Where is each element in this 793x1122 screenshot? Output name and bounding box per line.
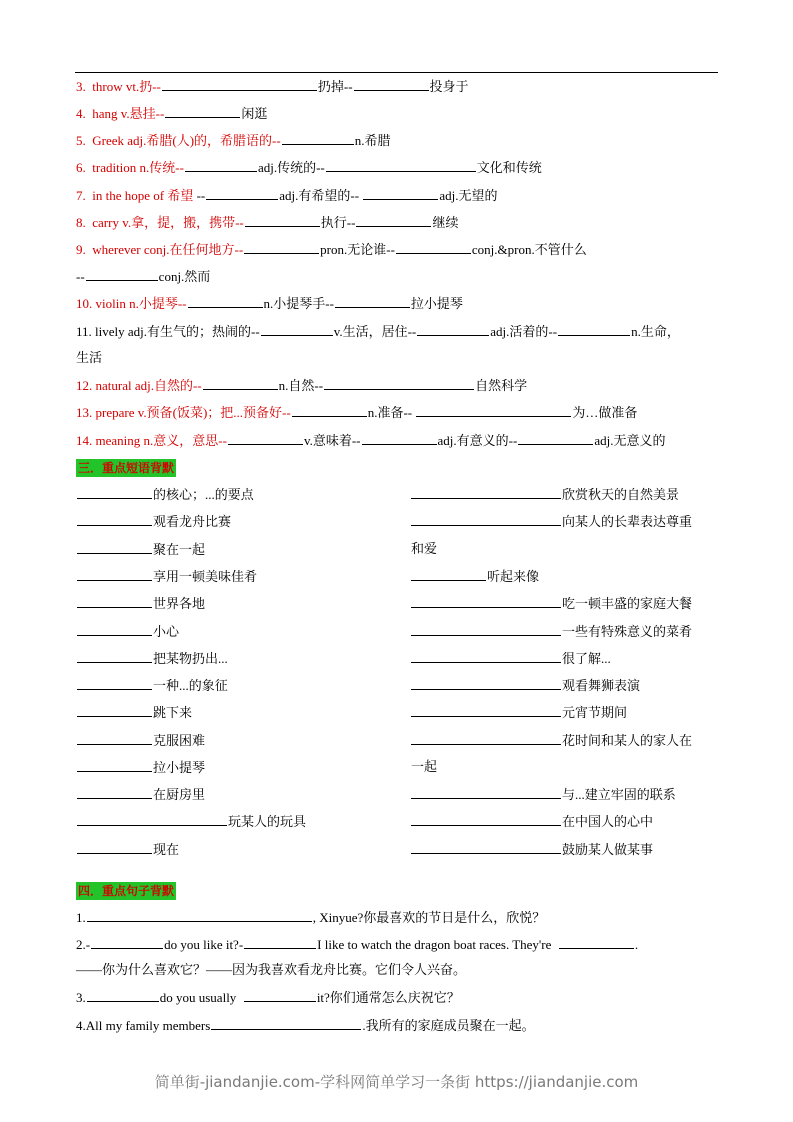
blank bbox=[292, 403, 367, 417]
vocab-prompt: 文化和传统 bbox=[476, 160, 542, 175]
footer-watermark: 简单街-jiandanjie.com-学科网简单学习一条街 https://jiandanjie.com bbox=[154, 1073, 639, 1091]
blank bbox=[335, 294, 410, 308]
blank bbox=[77, 676, 152, 690]
phrase-left-4 bbox=[76, 567, 257, 586]
blank bbox=[77, 840, 152, 854]
item-number: 13. bbox=[76, 405, 93, 420]
vocab-head: meaning n.意义，意思-- bbox=[95, 433, 227, 448]
phrase-text: 拉小提琴 bbox=[153, 760, 206, 775]
vocab-prompt: 拉小提琴 bbox=[410, 296, 463, 311]
vocab-prompt: adj.有希望的-- bbox=[279, 188, 360, 203]
blank bbox=[87, 908, 312, 922]
blank bbox=[87, 988, 159, 1002]
vocab-prompt: adj.无望的 bbox=[439, 188, 498, 203]
vocab-item-7 bbox=[76, 186, 497, 205]
blank bbox=[77, 485, 152, 499]
item-number: 2.- bbox=[76, 937, 91, 952]
sentence-text: .我所有的家庭成员聚在一起。 bbox=[362, 1018, 535, 1033]
blank bbox=[416, 403, 571, 417]
phrase-right-7 bbox=[410, 676, 640, 695]
blank bbox=[77, 567, 152, 581]
phrase-text: 把某物扔出... bbox=[153, 651, 228, 666]
phrase-left-8 bbox=[76, 676, 228, 695]
phrase-text: 在厨房里 bbox=[153, 787, 206, 802]
sentence-text: do you like it?- bbox=[164, 937, 244, 952]
blank bbox=[77, 703, 152, 717]
blank bbox=[411, 649, 561, 663]
phrase-text: 享用一顿美味佳肴 bbox=[153, 569, 258, 584]
blank bbox=[206, 186, 278, 200]
blank bbox=[244, 935, 316, 949]
blank bbox=[354, 77, 429, 91]
sentence-text: I like to watch the dragon boat races. They're bbox=[317, 937, 552, 952]
item-number: 5. bbox=[76, 133, 86, 148]
vocab-item-11-continued bbox=[76, 349, 102, 367]
phrase-right-1 bbox=[410, 485, 679, 504]
vocab-prompt: 生活 bbox=[76, 350, 103, 365]
top-rule bbox=[75, 72, 718, 73]
phrase-right-9-continued bbox=[411, 758, 437, 776]
blank bbox=[356, 213, 431, 227]
phrase-text: 一种...的象征 bbox=[153, 678, 228, 693]
phrase-text: 花时间和某人的家人在 bbox=[562, 733, 693, 748]
blank bbox=[185, 158, 257, 172]
phrase-right-4 bbox=[410, 594, 692, 613]
sentence-1 bbox=[76, 908, 545, 927]
phrase-left-11 bbox=[76, 758, 205, 777]
sentence-text: . bbox=[634, 937, 639, 952]
blank bbox=[396, 240, 471, 254]
item-number: 7. bbox=[76, 188, 86, 203]
sentence-2-translation bbox=[76, 961, 466, 979]
sentence-text: ——你为什么喜欢它？——因为我喜欢看龙舟比赛。它们令人兴奋。 bbox=[76, 962, 467, 977]
vocab-prompt: n.小提琴手-- bbox=[263, 296, 334, 311]
phrase-text: 和爱 bbox=[411, 541, 438, 556]
vocab-prompt: 继续 bbox=[432, 215, 459, 230]
phrase-left-6 bbox=[76, 622, 179, 641]
blank bbox=[203, 376, 278, 390]
blank bbox=[362, 431, 437, 445]
phrase-text: 听起来像 bbox=[487, 569, 540, 584]
blank bbox=[77, 594, 152, 608]
phrase-left-10 bbox=[76, 731, 205, 750]
vocab-item-5 bbox=[76, 131, 390, 150]
blank bbox=[411, 594, 561, 608]
vocab-item-8 bbox=[76, 213, 458, 232]
item-number: 9. bbox=[76, 242, 86, 257]
sentence-4 bbox=[76, 1016, 535, 1035]
vocab-head: prepare v.预备(饭菜)；把...预备好-- bbox=[95, 405, 291, 420]
vocab-prompt: adj.活着的-- bbox=[490, 324, 558, 339]
phrase-text: 很了解... bbox=[562, 651, 611, 666]
vocab-prompt: conj.&pron.不管什么 bbox=[471, 242, 587, 257]
phrase-text: 与...建立牢固的联系 bbox=[562, 787, 676, 802]
vocab-item-4 bbox=[76, 104, 267, 123]
blank bbox=[326, 158, 476, 172]
vocab-prompt: pron.无论谁-- bbox=[320, 242, 395, 257]
phrase-text: 克服困难 bbox=[153, 733, 206, 748]
vocab-dash: -- bbox=[193, 188, 206, 203]
sentence-text: it?你们通常怎么庆祝它？ bbox=[316, 990, 460, 1005]
item-number: 11. bbox=[76, 324, 92, 339]
phrase-text: 吃一顿丰盛的家庭大餐 bbox=[562, 596, 693, 611]
blank bbox=[559, 935, 634, 949]
vocab-head: lively adj.有生气的；热闹的-- bbox=[95, 324, 260, 339]
item-number: 3. bbox=[76, 79, 86, 94]
phrase-right-2-continued bbox=[411, 540, 437, 558]
phrase-left-3 bbox=[76, 540, 205, 559]
blank bbox=[411, 676, 561, 690]
vocab-head: wherever conj.在任何地方-- bbox=[92, 242, 244, 257]
phrase-text: 聚在一起 bbox=[153, 542, 206, 557]
blank bbox=[411, 812, 561, 826]
vocab-prompt: 扔掉-- bbox=[317, 79, 353, 94]
phrase-text: 欣赏秋天的自然美景 bbox=[562, 487, 680, 502]
blank bbox=[211, 1016, 361, 1030]
phrase-text: 元宵节期间 bbox=[562, 705, 628, 720]
blank bbox=[244, 240, 319, 254]
vocab-item-9 bbox=[76, 240, 587, 259]
blank bbox=[324, 376, 474, 390]
vocab-prompt: 投身于 bbox=[429, 79, 469, 94]
phrase-left-2 bbox=[76, 512, 231, 531]
vocab-head: tradition n.传统-- bbox=[92, 160, 184, 175]
phrase-text: 的核心；...的要点 bbox=[153, 487, 254, 502]
vocab-prompt: 闲逛 bbox=[241, 106, 268, 121]
phrase-text: 玩某人的玩具 bbox=[228, 814, 307, 829]
vocab-item-10 bbox=[76, 294, 463, 313]
phrase-right-5 bbox=[410, 622, 692, 641]
phrase-text: 在中国人的心中 bbox=[562, 814, 654, 829]
vocab-head: in the hope of 希望 bbox=[92, 188, 194, 203]
phrase-right-9 bbox=[410, 731, 692, 750]
phrase-text: 向某人的长辈表达尊重 bbox=[562, 514, 693, 529]
vocab-item-11 bbox=[76, 322, 680, 341]
blank bbox=[411, 622, 561, 636]
item-number: 4. bbox=[76, 106, 86, 121]
vocab-item-3 bbox=[76, 77, 469, 96]
vocab-prompt: v.意味着-- bbox=[303, 433, 361, 448]
vocab-head: violin n.小提琴-- bbox=[95, 296, 187, 311]
blank bbox=[228, 431, 303, 445]
vocab-item-13 bbox=[76, 403, 637, 422]
phrase-right-12 bbox=[410, 840, 653, 859]
phrase-text: 现在 bbox=[153, 842, 180, 857]
blank bbox=[77, 731, 152, 745]
blank bbox=[261, 322, 333, 336]
blank bbox=[188, 294, 263, 308]
sentence-text: , Xinyue?你最喜欢的节日是什么，欣悦？ bbox=[312, 910, 546, 925]
vocab-head: throw vt.扔-- bbox=[92, 79, 161, 94]
sentence-2 bbox=[76, 935, 638, 954]
blank bbox=[411, 840, 561, 854]
blank bbox=[77, 512, 152, 526]
item-number: 12. bbox=[76, 378, 93, 393]
phrase-text: 跳下来 bbox=[153, 705, 193, 720]
vocab-prompt: 为…做准备 bbox=[572, 405, 638, 420]
vocab-prompt: n.生命， bbox=[631, 324, 680, 339]
blank bbox=[77, 812, 227, 826]
phrase-right-2 bbox=[410, 512, 692, 531]
blank bbox=[91, 935, 163, 949]
blank bbox=[411, 512, 561, 526]
blank bbox=[411, 731, 561, 745]
vocab-prompt: n.希腊 bbox=[354, 133, 391, 148]
item-number: 10. bbox=[76, 296, 93, 311]
vocab-dash: -- bbox=[76, 269, 85, 284]
vocab-prompt: n.自然-- bbox=[278, 378, 324, 393]
item-number: 1. bbox=[76, 910, 86, 925]
vocab-prompt: adj.有意义的-- bbox=[437, 433, 518, 448]
phrase-text: 一起 bbox=[411, 759, 438, 774]
blank bbox=[77, 758, 152, 772]
phrase-right-11 bbox=[410, 812, 653, 831]
vocab-prompt: adj.无意义的 bbox=[594, 433, 666, 448]
phrase-right-6 bbox=[410, 649, 611, 668]
item-number: 8. bbox=[76, 215, 86, 230]
blank bbox=[417, 322, 489, 336]
vocab-head: carry v.拿，提，搬，携带-- bbox=[92, 215, 244, 230]
phrase-text: 观看舞狮表演 bbox=[562, 678, 641, 693]
phrase-left-1 bbox=[76, 485, 254, 504]
phrase-left-12 bbox=[76, 785, 205, 804]
blank bbox=[282, 131, 354, 145]
blank bbox=[244, 988, 316, 1002]
vocab-head: Greek adj.希腊(人)的，希腊语的-- bbox=[92, 133, 281, 148]
vocab-item-14 bbox=[76, 431, 665, 450]
phrase-text: 世界各地 bbox=[153, 596, 206, 611]
vocab-prompt: 执行-- bbox=[320, 215, 356, 230]
blank bbox=[411, 703, 561, 717]
sentence-text: do you usually bbox=[159, 990, 237, 1005]
blank bbox=[77, 540, 152, 554]
phrase-left-7 bbox=[76, 649, 228, 668]
blank bbox=[411, 485, 561, 499]
phrase-right-3 bbox=[410, 567, 539, 586]
section-4-heading: 四．重点句子背默 bbox=[78, 884, 175, 898]
blank bbox=[165, 104, 240, 118]
item-number: 6. bbox=[76, 160, 86, 175]
blank bbox=[245, 213, 320, 227]
phrase-right-8 bbox=[410, 703, 627, 722]
phrase-left-9 bbox=[76, 703, 192, 722]
blank bbox=[518, 431, 593, 445]
phrase-text: 小心 bbox=[153, 624, 180, 639]
phrase-left-14 bbox=[76, 840, 179, 859]
vocab-prompt: n.准备-- bbox=[367, 405, 413, 420]
sentence-text: 4.All my family members bbox=[76, 1018, 211, 1033]
blank bbox=[77, 622, 152, 636]
vocab-item-12 bbox=[76, 376, 527, 395]
vocab-head: natural adj.自然的-- bbox=[95, 378, 202, 393]
phrase-right-10 bbox=[410, 785, 676, 804]
blank bbox=[363, 186, 438, 200]
vocab-prompt: 自然科学 bbox=[475, 378, 528, 393]
blank bbox=[86, 267, 158, 281]
item-number: 3. bbox=[76, 990, 86, 1005]
phrase-left-13 bbox=[76, 812, 306, 831]
vocab-head: hang v.悬挂-- bbox=[92, 106, 165, 121]
blank bbox=[558, 322, 630, 336]
sentence-3 bbox=[76, 988, 460, 1007]
vocab-item-6 bbox=[76, 158, 542, 177]
phrase-text: 一些有特殊意义的菜肴 bbox=[562, 624, 693, 639]
item-number: 14. bbox=[76, 433, 93, 448]
vocab-prompt: adj.传统的-- bbox=[257, 160, 325, 175]
phrase-text: 观看龙舟比赛 bbox=[153, 514, 232, 529]
section-3-heading: 三．重点短语背默 bbox=[78, 461, 175, 475]
vocab-prompt: v.生活，居住-- bbox=[333, 324, 417, 339]
blank bbox=[77, 649, 152, 663]
phrase-left-5 bbox=[76, 594, 205, 613]
blank bbox=[411, 785, 561, 799]
blank bbox=[77, 785, 152, 799]
phrase-text: 鼓励某人做某事 bbox=[562, 842, 654, 857]
blank bbox=[411, 567, 486, 581]
vocab-prompt: conj.然而 bbox=[158, 269, 211, 284]
vocab-item-9-continued bbox=[76, 267, 210, 286]
blank bbox=[162, 77, 317, 91]
